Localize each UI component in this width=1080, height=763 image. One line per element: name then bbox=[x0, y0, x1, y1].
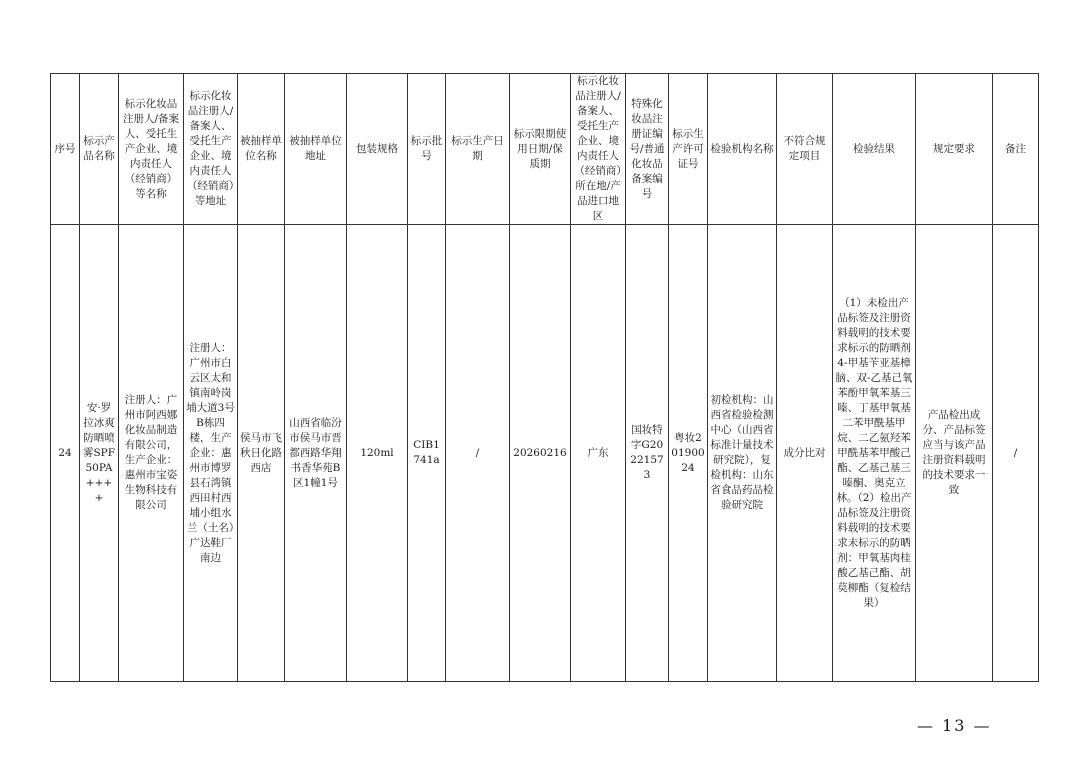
header-seq: 序号 bbox=[51, 74, 80, 225]
page-dash-left: — bbox=[917, 716, 935, 735]
header-license-no: 标示生产许可证号 bbox=[669, 74, 708, 225]
header-testing-org: 检验机构名称 bbox=[708, 74, 777, 225]
header-remark: 备注 bbox=[993, 74, 1039, 225]
header-requirement: 规定要求 bbox=[916, 74, 993, 225]
cell-location: 广东 bbox=[571, 225, 626, 682]
cell-requirement: 产品检出成分、产品标签应当与该产品注册资料载明的技术要求一致 bbox=[916, 225, 993, 682]
cell-remark: / bbox=[993, 225, 1039, 682]
table-header-row bbox=[51, 74, 1039, 225]
cell-testing-org: 初检机构：山西省检验检测中心（山西省标准计量技术研究院），复检机构：山东省食品药品检验研究院 bbox=[708, 225, 777, 682]
header-expiry: 标示限期使用日期/保质期 bbox=[510, 74, 571, 225]
header-registration-no: 特殊化妆品注册证编号/普通化妆品备案编号 bbox=[626, 74, 669, 225]
cell-nonconforming-item: 成分比对 bbox=[777, 225, 833, 682]
header-sampled-unit-address: 被抽样单位地址 bbox=[285, 74, 347, 225]
cell-enterprise-name: 注册人：广州市阿西娜化妆品制造有限公司，生产企业：惠州市宝姿生物科技有限公司 bbox=[119, 225, 184, 682]
header-product-name: 标示产品名称 bbox=[80, 74, 119, 225]
page-dash-right: — bbox=[973, 716, 992, 735]
cell-production-date: / bbox=[446, 225, 510, 682]
cell-expiry: 20260216 bbox=[510, 225, 571, 682]
header-result: 检验结果 bbox=[833, 74, 916, 225]
cell-registration-no: 国妆特字G20221573 bbox=[626, 225, 669, 682]
page-number bbox=[917, 716, 992, 735]
header-enterprise-address: 标示化妆品注册人/备案人、受托生产企业、境内责任人（经销商）等地址 bbox=[184, 74, 238, 225]
header-production-date: 标示生产日期 bbox=[446, 74, 510, 225]
cell-sampled-unit-name: 侯马市飞秋日化路西店 bbox=[238, 225, 285, 682]
header-enterprise-name: 标示化妆品注册人/备案人、受托生产企业、境内责任人（经销商）等名称 bbox=[119, 74, 184, 225]
header-sampled-unit-name: 被抽样单位名称 bbox=[238, 74, 285, 225]
cell-sampled-unit-address: 山西省临汾市侯马市晋都西路华翔书香华苑B区1幢1号 bbox=[285, 225, 347, 682]
cell-package-spec: 120ml bbox=[347, 225, 408, 682]
cell-product-name: 安·罗拉冰爽防晒喷雾SPF50PA++++ bbox=[80, 225, 119, 682]
cell-batch-no: CIB1741a bbox=[408, 225, 446, 682]
cell-license-no: 粤妆20190024 bbox=[669, 225, 708, 682]
inspection-table bbox=[50, 73, 1039, 682]
header-package-spec: 包装规格 bbox=[347, 74, 408, 225]
cell-result: （1）未检出产品标签及注册资料载明的技术要求标示的防晒剂4-甲基苄亚基樟脑、双-乙基己氧苯酚甲氧苯基三嗪、丁基甲氧基二苯甲酰基甲烷、二乙氨羟苯甲酰基苯甲酸己酯、乙基己基三嗪酮、奥克立林。（2）检出产品标签及注册资料载明的技术要求未标示的防晒剂：甲氧基肉桂酸乙基己酯、胡莫柳酯（复检结果） bbox=[833, 225, 916, 682]
header-location: 标示化妆品注册人/备案人、受托生产企业、境内责任人（经销商）所在地/产品进口地区 bbox=[571, 74, 626, 225]
cell-enterprise-address: 注册人：广州市白云区太和镇南岭岗埔大道3号B栋四楼，生产企业：惠州市博罗县石湾镇西田村西埔小组水兰（土名）广达鞋厂南边 bbox=[184, 225, 238, 682]
header-batch-no: 标示批号 bbox=[408, 74, 446, 225]
table-row bbox=[51, 225, 1039, 682]
cell-seq: 24 bbox=[51, 225, 80, 682]
header-nonconforming-item: 不符合规定项目 bbox=[777, 74, 833, 225]
page-number-value: 13 bbox=[942, 716, 967, 735]
